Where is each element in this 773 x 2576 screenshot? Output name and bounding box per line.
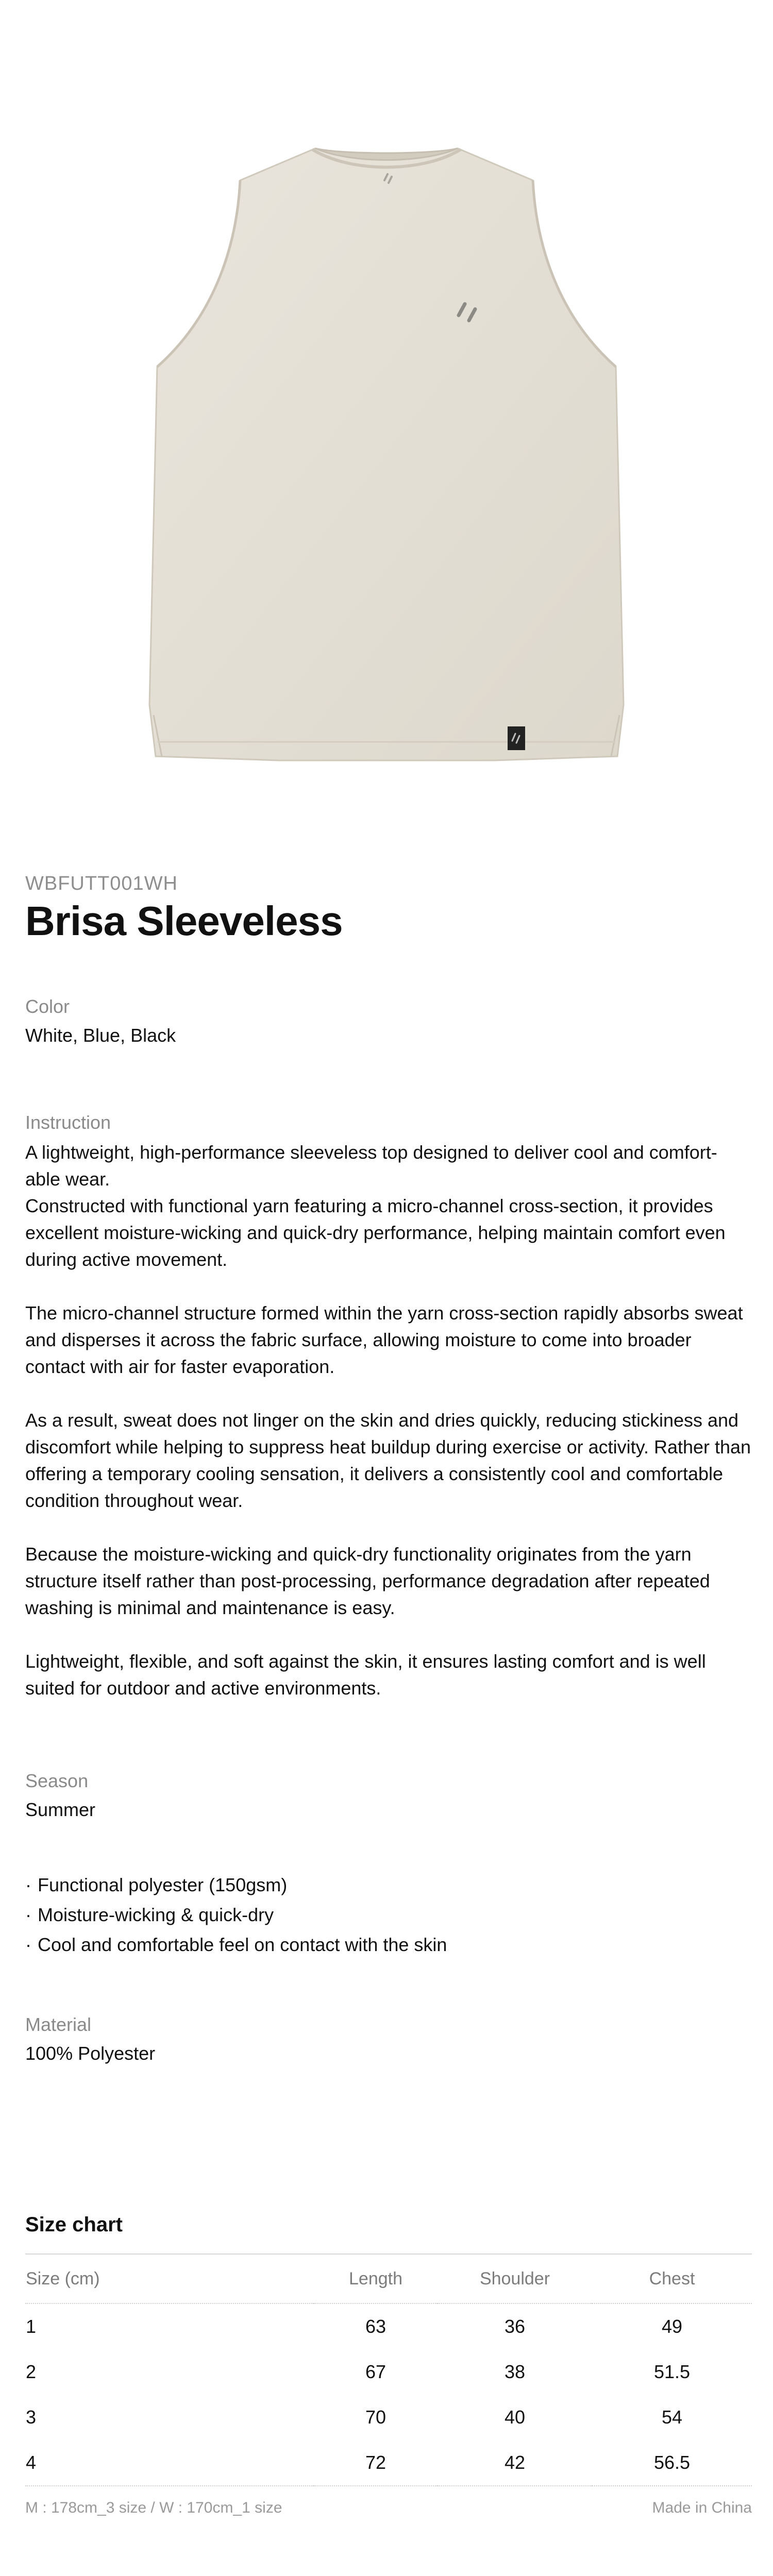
cell-size: 3: [26, 2406, 37, 2428]
table-row: [25, 2349, 752, 2395]
table-row: [25, 2395, 752, 2440]
size-table-header-row: [25, 2254, 752, 2303]
season-section: [25, 1769, 95, 1823]
cell-length: 70: [365, 2406, 386, 2428]
product-details: [25, 871, 752, 2064]
instruction-paragraph: As a result, sweat does not linger on the skin and dries quickly, reducing stickiness and discomfort while helping to suppress heat buildup during exercise or activity. Rather than offering a temporary cooling sensation, it delivers a consistently cool and comfortable condition throughout wear.: [25, 1410, 751, 1511]
material-section: [25, 2012, 155, 2067]
color-section: [25, 994, 176, 1049]
season-value: Summer: [25, 1799, 96, 1820]
bullet-icon: ·: [25, 1904, 31, 1925]
cell-shoulder: 40: [504, 2406, 526, 2428]
size-chart: [25, 2210, 752, 2518]
cell-chest: 56.5: [653, 2452, 691, 2473]
color-value: White, Blue, Black: [25, 1025, 176, 1046]
instruction-text: [25, 1139, 752, 1702]
product-title: Brisa Sleeveless: [25, 898, 343, 944]
cell-size: 2: [26, 2361, 37, 2382]
material-value: 100% Polyester: [25, 2043, 156, 2064]
sleeveless-top-illustration: [0, 0, 773, 814]
cell-chest: 51.5: [653, 2361, 691, 2382]
size-chart-footer: [25, 2498, 752, 2518]
product-sku: WBFUTT001WH: [25, 873, 178, 894]
hem-tag: [508, 726, 525, 750]
header-length: Length: [349, 2268, 402, 2289]
size-chart-title: Size chart: [25, 2213, 123, 2236]
cell-length: 67: [365, 2361, 386, 2382]
cell-size: 4: [26, 2452, 37, 2473]
features-section: [25, 1870, 447, 1960]
feature-item: · Moisture-wicking & quick-dry: [25, 1900, 447, 1930]
cell-length: 72: [365, 2452, 386, 2473]
model-size-note: M : 178cm_3 size / W : 170cm_1 size: [25, 2499, 282, 2516]
material-label: Material: [25, 2014, 92, 2035]
header-chest: Chest: [649, 2268, 695, 2289]
cell-chest: 49: [661, 2316, 683, 2337]
cell-chest: 54: [661, 2406, 683, 2428]
shirt-body: [149, 148, 624, 760]
instruction-paragraph: Because the moisture-wicking and quick-dry functionality originates from the yarn structure itself rather than post-processing, performance degradation after repeated washing is minimal and maintenance is easy.: [25, 1544, 710, 1618]
cell-shoulder: 38: [504, 2361, 526, 2382]
cell-shoulder: 36: [504, 2316, 526, 2337]
cell-length: 63: [365, 2316, 386, 2337]
instruction-paragraph: Lightweight, flexible, and soft against the skin, it ensures lasting comfort and is well suited for outdoor and active environments.: [25, 1651, 706, 1699]
instruction-label: Instruction: [25, 1112, 111, 1133]
feature-item: · Cool and comfortable feel on contact with the skin: [25, 1930, 447, 1960]
season-label: Season: [25, 1770, 89, 1791]
bullet-icon: ·: [25, 1934, 31, 1955]
table-row: [25, 2440, 752, 2486]
color-label: Color: [25, 996, 70, 1017]
instruction-paragraph: The micro-channel structure formed within the yarn cross-section rapidly absorbs sweat and disperses it across the fabric surface, allowing moisture to come into broader contact with air for faster evaporation.: [25, 1302, 743, 1377]
cell-shoulder: 42: [504, 2452, 526, 2473]
header-shoulder: Shoulder: [479, 2268, 550, 2289]
header-size: Size (cm): [26, 2268, 100, 2289]
cell-size: 1: [26, 2316, 37, 2337]
feature-item: · Functional polyester (150gsm): [25, 1870, 447, 1900]
bullet-icon: ·: [25, 1874, 31, 1895]
feature-list: [25, 1870, 447, 1960]
instruction-paragraph: A lightweight, high-performance sleeveless top designed to deliver cool and comfort-able wear. Constructed with functional yarn featuring a micro-channel cross-section, it provides excellent moisture-wicking and quick-dry performance, helping maintain comfort even during active movement.: [25, 1142, 726, 1270]
size-table: [25, 2253, 752, 2486]
country-of-origin: Made in China: [652, 2499, 752, 2516]
product-image: [0, 0, 773, 814]
instruction-section: [25, 1110, 752, 1702]
table-row: [25, 2303, 752, 2349]
